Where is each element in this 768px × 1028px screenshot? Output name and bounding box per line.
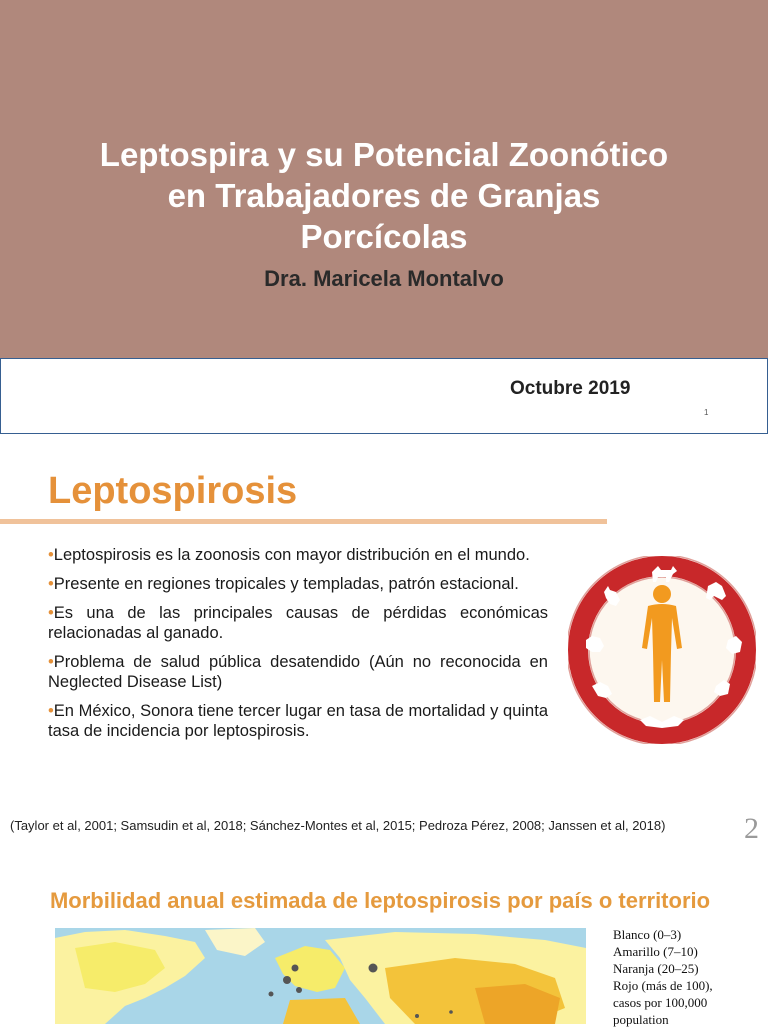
legend-item: Rojo (más de 100), bbox=[613, 978, 713, 993]
title-underline bbox=[0, 519, 607, 524]
slide-title: Morbilidad anual estimada de leptospirosis por país o territorio bbox=[49, 888, 711, 913]
title-line: Leptospira y su Potencial Zoonótico bbox=[99, 136, 669, 173]
world-morbidity-map bbox=[55, 928, 586, 1024]
legend-item: Amarillo (7–10) bbox=[613, 944, 698, 959]
legend-item: Naranja (20–25) bbox=[613, 961, 699, 976]
legend-item: Blanco (0–3) bbox=[613, 927, 682, 942]
legend-item: casos por 100,000 bbox=[613, 995, 708, 1010]
title-line: en Trabajadores de Granjas bbox=[167, 177, 601, 214]
title-slide-footer bbox=[0, 358, 768, 434]
bullet-item bbox=[48, 603, 548, 643]
bullet-marker: • bbox=[48, 546, 54, 564]
slide-title: Leptospirosis bbox=[48, 470, 298, 512]
presentation-title bbox=[20, 134, 748, 257]
title-line: Porcícolas bbox=[300, 218, 468, 255]
page-number: 1 bbox=[704, 408, 709, 417]
presentation-date: Octubre 2019 bbox=[510, 378, 631, 399]
map-legend bbox=[613, 926, 763, 1028]
zoonosis-ring-illustration bbox=[568, 556, 756, 744]
bullet-marker: • bbox=[48, 702, 54, 720]
legend-item: population bbox=[613, 1012, 669, 1027]
author-name: Dra. Maricela Montalvo bbox=[264, 266, 504, 291]
bullet-marker: • bbox=[48, 575, 54, 593]
bullet-marker: • bbox=[48, 604, 54, 622]
references: (Taylor et al, 2001; Samsudin et al, 2018; Sánchez-Montes et al, 2015; Pedroza Pérez, 2008; Janssen et al, 2018) bbox=[10, 818, 666, 833]
bullet-item bbox=[48, 574, 548, 594]
bullet-text: Problema de salud pública desatendido (Aún no reconocida en Neglected Disease List) bbox=[48, 653, 548, 691]
page-number: 2 bbox=[744, 812, 759, 845]
bullet-text: Presente en regiones tropicales y templadas, patrón estacional. bbox=[53, 575, 519, 593]
bullet-item bbox=[48, 545, 548, 565]
bullet-marker: • bbox=[48, 653, 54, 671]
bullet-text: Leptospirosis es la zoonosis con mayor distribución en el mundo. bbox=[53, 546, 530, 564]
bullet-item bbox=[48, 701, 548, 741]
bullet-item bbox=[48, 652, 548, 692]
bullet-text: En México, Sonora tiene tercer lugar en tasa de mortalidad y quinta tasa de incidencia por leptospirosis. bbox=[48, 702, 548, 740]
bullet-list bbox=[48, 545, 548, 750]
bullet-text: Es una de las principales causas de pérdidas económicas relacionadas al ganado. bbox=[48, 604, 548, 642]
